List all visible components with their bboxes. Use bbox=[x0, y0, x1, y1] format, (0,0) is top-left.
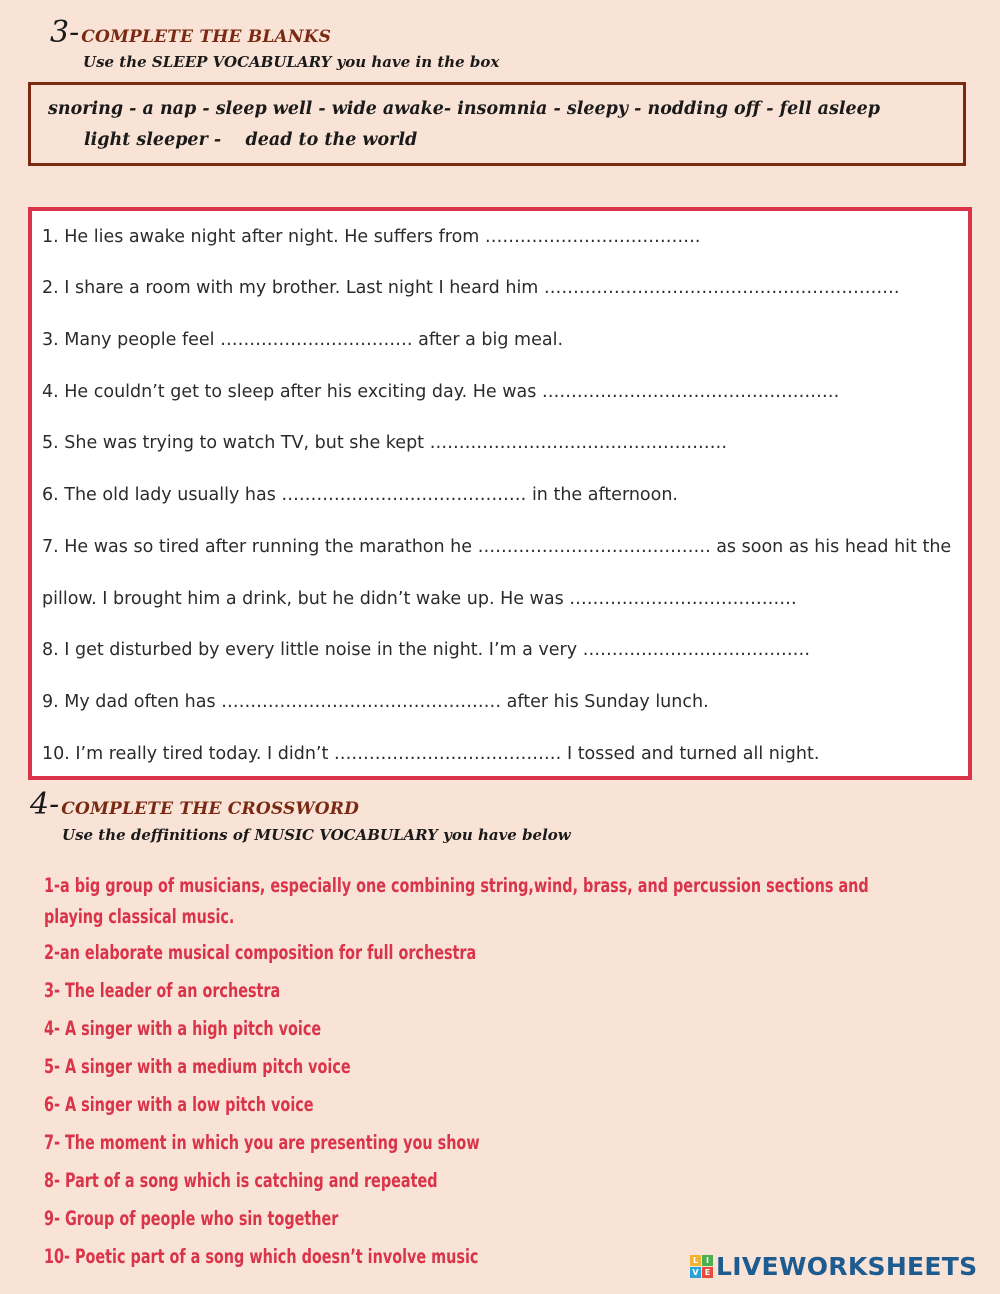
logo-mark-e: E bbox=[702, 1267, 713, 1278]
section-3-title: COMPLETE THE BLANKS bbox=[81, 27, 332, 47]
vocabulary-line-1: snoring - a nap - sleep well - wide awake- insomnia - sleepy - nodding off - fell asleep bbox=[48, 99, 881, 119]
section-4-subtitle: Use the deffinitions of MUSIC VOCABULARY you have below bbox=[62, 826, 571, 844]
question-3: 3. Many people feel …………………………… after a big meal. bbox=[42, 330, 564, 350]
definition-10: 10- Poetic part of a song which doesn’t involve music bbox=[44, 1245, 479, 1268]
definition-1: 1-a big group of musicians, especially one combining string,wind, brass, and percussion sections and bbox=[44, 874, 869, 897]
question-9: 9. My dad often has ………………………………………… after his Sunday lunch. bbox=[42, 692, 709, 712]
definition-9: 9- Group of people who sin together bbox=[44, 1207, 339, 1230]
logo-mark-v: V bbox=[690, 1267, 701, 1278]
question-5: 5. She was trying to watch TV, but she kept …………………………………………… bbox=[42, 433, 728, 453]
section-3-number: 3- bbox=[50, 15, 80, 50]
section-4-number: 4- bbox=[30, 787, 60, 822]
liveworksheets-logo[interactable] bbox=[690, 1252, 977, 1281]
question-7-continued: pillow. I brought him a drink, but he didn’t wake up. He was ………………………………… bbox=[42, 589, 797, 609]
section-3-header bbox=[50, 15, 332, 50]
definition-3: 3- The leader of an orchestra bbox=[44, 979, 281, 1002]
question-6: 6. The old lady usually has …………………………………… in the afternoon. bbox=[42, 485, 678, 505]
section-4-title: COMPLETE THE CROSSWORD bbox=[61, 799, 360, 819]
definition-6: 6- A singer with a low pitch voice bbox=[44, 1093, 314, 1116]
question-4: 4. He couldn’t get to sleep after his exciting day. He was …………………………………………… bbox=[42, 382, 840, 402]
section-4-header bbox=[30, 787, 360, 822]
definition-1-continued: playing classical music. bbox=[44, 905, 235, 928]
blanks-exercise-box bbox=[28, 207, 972, 780]
question-2: 2. I share a room with my brother. Last night I heard him ……………………………………………………. bbox=[42, 278, 900, 298]
definition-8: 8- Part of a song which is catching and repeated bbox=[44, 1169, 438, 1192]
definition-5: 5- A singer with a medium pitch voice bbox=[44, 1055, 351, 1078]
liveworksheets-logo-text: LIVEWORKSHEETS bbox=[716, 1252, 978, 1281]
definition-4: 4- A singer with a high pitch voice bbox=[44, 1017, 322, 1040]
definition-2: 2-an elaborate musical composition for full orchestra bbox=[44, 941, 477, 964]
liveworksheets-logo-icon bbox=[690, 1255, 713, 1278]
section-3-subtitle: Use the SLEEP VOCABULARY you have in the box bbox=[83, 53, 500, 71]
question-1: 1. He lies awake night after night. He suffers from ………………………………. bbox=[42, 227, 701, 247]
vocabulary-line-2: light sleeper - dead to the world bbox=[84, 130, 418, 150]
vocabulary-box bbox=[28, 82, 966, 166]
question-10: 10. I’m really tired today. I didn’t ………………………………… I tossed and turned all night. bbox=[42, 744, 820, 764]
logo-mark-l: L bbox=[690, 1255, 701, 1266]
question-7: 7. He was so tired after running the marathon he …………………………………. as soon as his head hit the bbox=[42, 537, 952, 557]
definition-7: 7- The moment in which you are presenting you show bbox=[44, 1131, 480, 1154]
question-8: 8. I get disturbed by every little noise in the night. I’m a very ………………………………… bbox=[42, 640, 811, 660]
logo-mark-i: I bbox=[702, 1255, 713, 1266]
